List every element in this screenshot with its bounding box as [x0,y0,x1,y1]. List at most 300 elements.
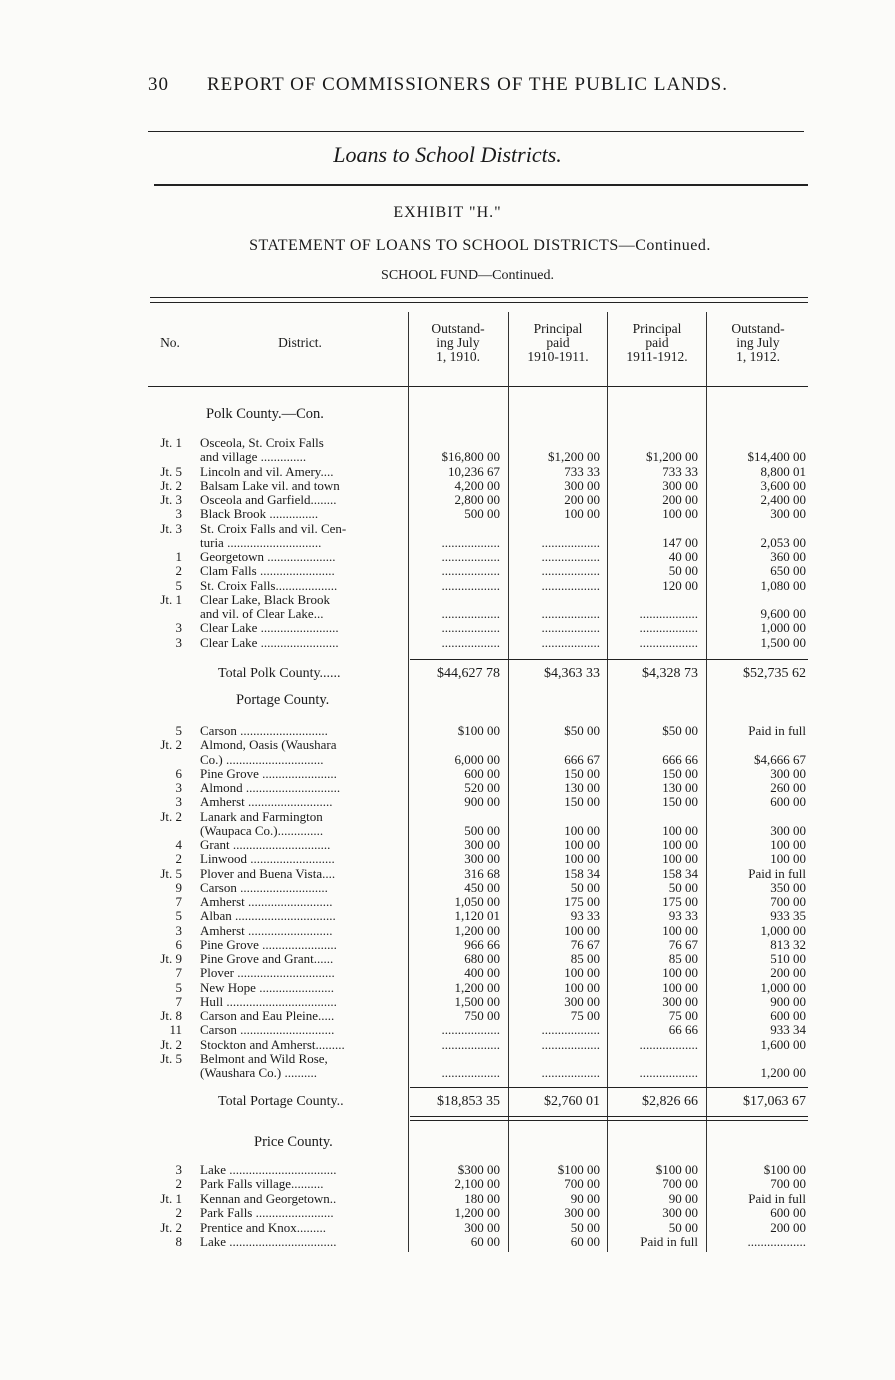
running-title: REPORT OF COMMISSIONERS OF THE PUBLIC LANDS. [207,74,728,95]
paid-1911-1912: 175 00 [662,894,698,909]
district-name: Carson ........................... [200,724,328,738]
paid-1910-1911: 100 00 [564,506,600,522]
outstanding-1910: 6,000 00 [454,751,500,767]
table-row [0,938,895,952]
paid-1910-1911: 300 00 [564,993,600,1009]
paid-1910-1911: 76 67 [570,936,600,952]
district-number: Jt. 2 [160,477,182,493]
outstanding-1910: .................. [441,577,500,593]
paid-1911-1912: $1,200 00 [646,449,698,465]
paid-1910-1911: 200 00 [564,492,600,507]
table-row [0,436,895,450]
outstanding-1910: 180 00 [464,1190,500,1206]
table-row [0,507,895,521]
outstanding-1910: 750 00 [464,1008,500,1023]
table-row [0,479,895,493]
table-row [0,838,895,852]
table-row [0,824,895,838]
total-label: Total Portage County.. [218,1095,344,1109]
paid-1911-1912: 147 00 [662,534,698,550]
district-name: Amherst .......................... [200,923,333,938]
paid-1911-1912: 150 00 [662,794,698,810]
paid-1911-1912: 666 66 [662,751,698,767]
district-number: Jt. 2 [160,737,182,753]
district-name: Osceola and Garfield........ [200,493,337,507]
district-name: Lanark and Farmington [200,809,323,824]
outstanding-1912: 1,080 00 [760,577,806,593]
outstanding-1912: 813 32 [770,936,806,952]
table-row [0,767,895,781]
table-row [0,981,895,995]
district-number: 5 [175,908,182,924]
district-name: Amherst .......................... [200,795,333,810]
district-name: and vil. of Clear Lake... [200,607,324,621]
total-value: $2,760 01 [544,1094,600,1109]
running-head [148,74,728,96]
paid-1911-1912: 76 67 [668,936,698,952]
outstanding-1910: $100 00 [457,723,500,738]
outstanding-1910: 1,500 00 [454,993,500,1009]
paid-1911-1912: 700 00 [662,1176,698,1192]
outstanding-1910: $16,800 00 [441,449,500,465]
table-top-rule-2 [150,302,808,303]
district-name: New Hope ....................... [200,980,334,995]
district-number: Jt. 8 [160,1008,182,1023]
outstanding-1910: 10,236 67 [448,463,500,479]
county-heading-polk: Polk County.—Con. [206,406,324,422]
table-top-rule [150,297,808,298]
district-number: 2 [175,1205,182,1221]
paid-1911-1912: .................. [639,606,698,621]
outstanding-1912: 933 35 [770,908,806,924]
statement-title: STATEMENT OF LOANS TO SCHOOL DISTRICTS—Continued. [249,237,711,254]
table-row [0,781,895,795]
paid-1911-1912: 100 00 [662,822,698,838]
paid-1910-1911: .................. [541,634,600,650]
paid-1910-1911: $1,200 00 [548,449,600,465]
table-row [0,593,895,607]
district-number: Jt. 1 [160,591,182,607]
table-row [0,536,895,550]
district-name: Linwood .......................... [200,852,335,867]
paid-1910-1911: .................. [541,563,600,579]
table-row [0,465,895,479]
table-row [0,1192,895,1206]
paid-1911-1912: .................. [639,1036,698,1052]
paid-1910-1911: $100 00 [557,1162,600,1177]
table-row [0,522,895,536]
district-name: and village .............. [200,450,307,465]
outstanding-1910: 1,120 01 [454,908,500,924]
district-number: 2 [175,563,182,579]
paid-1910-1911: 50 00 [570,879,600,895]
table-row [0,493,895,507]
district-number: 5 [175,979,182,995]
district-number: Jt. 3 [160,520,182,536]
district-number: Jt. 3 [160,492,182,507]
outstanding-1910: 300 00 [464,851,500,867]
district-name: Osceola, St. Croix Falls [200,436,324,450]
outstanding-1912: 600 00 [770,1205,806,1221]
paid-1911-1912: 158 34 [662,865,698,881]
table-row [0,952,895,966]
table-row [0,1206,895,1220]
outstanding-1910: $300 00 [457,1162,500,1177]
table-row [0,1163,895,1177]
paid-1910-1911: $50 00 [564,723,600,738]
district-name: Amherst .......................... [200,895,333,909]
paid-1910-1911: 100 00 [564,822,600,838]
district-number: 3 [175,794,182,810]
district-number: Jt. 5 [160,463,182,479]
outstanding-1910: 500 00 [464,506,500,522]
district-name: Clear Lake ........................ [200,621,339,636]
district-number: 3 [175,780,182,795]
paid-1911-1912: .................. [639,1065,698,1080]
district-name: Carson and Eau Pleine..... [200,1009,335,1023]
outstanding-1912: 260 00 [770,780,806,795]
table-row [0,550,895,564]
outstanding-1912: 600 00 [770,794,806,810]
outstanding-1912: 300 00 [770,822,806,838]
table-row [0,1066,895,1080]
outstanding-1910: 4,200 00 [454,477,500,493]
table-row [0,753,895,767]
outstanding-1912: 700 00 [770,894,806,909]
outstanding-1910: 680 00 [464,951,500,966]
outstanding-1910: 2,800 00 [454,492,500,507]
paid-1910-1911: .................. [541,1022,600,1038]
outstanding-1912: 360 00 [770,549,806,564]
district-name: Pine Grove ....................... [200,937,337,952]
outstanding-1910: 1,200 00 [454,922,500,938]
paid-1911-1912: 120 00 [662,577,698,593]
outstanding-1912: 700 00 [770,1176,806,1192]
district-name: Clear Lake, Black Brook [200,592,330,607]
district-name: Almond, Oasis (Waushara [200,738,337,753]
district-name: (Waupaca Co.).............. [200,823,324,838]
total-value: $4,328 73 [642,666,698,681]
total-label: Total Polk County...... [218,667,341,681]
paid-1910-1911: 130 00 [564,780,600,795]
table-row [0,852,895,866]
district-number: 8 [175,1234,182,1249]
outstanding-1910: .................. [441,549,500,564]
total-value: $52,735 62 [743,666,806,681]
district-number: 3 [175,506,182,522]
outstanding-1912: 300 00 [770,506,806,522]
table-row [0,1052,895,1066]
paid-1910-1911: .................. [541,577,600,593]
total-value: $17,063 67 [743,1094,806,1109]
outstanding-1912: Paid in full [748,1190,806,1206]
outstanding-1910: 600 00 [464,765,500,781]
total-double-rule [410,1120,808,1121]
page-number: 30 [148,74,169,95]
paid-1911-1912: 150 00 [662,765,698,781]
district-number: Jt. 1 [160,435,182,450]
outstanding-1910: .................. [441,534,500,550]
district-name: Almond ............................. [200,781,341,795]
col-header-no: No. [160,335,180,350]
district-number: 6 [175,765,182,781]
table-row [0,564,895,578]
paid-1910-1911: 93 33 [570,908,600,924]
paid-1910-1911: 666 67 [564,751,600,767]
paid-1911-1912: 100 00 [662,506,698,522]
district-number: 5 [175,723,182,738]
district-name: Carson ............................. [200,1023,335,1038]
outstanding-1910: .................. [441,1022,500,1038]
outstanding-1910: 500 00 [464,822,500,838]
district-name: St. Croix Falls................... [200,578,338,593]
paid-1910-1911: 60 00 [570,1234,600,1249]
outstanding-1912: 1,000 00 [760,979,806,995]
district-number: 3 [175,620,182,636]
outstanding-1912: 510 00 [770,951,806,966]
district-number: 3 [175,634,182,650]
district-name: (Waushara Co.) .......... [200,1066,318,1080]
outstanding-1910: 316 68 [464,865,500,881]
outstanding-1910: .................. [441,606,500,621]
district-number: 6 [175,936,182,952]
table-row [0,895,895,909]
district-name: Lincoln and vil. Amery.... [200,464,334,479]
outstanding-1912: 100 00 [770,837,806,852]
district-number: 9 [175,879,182,895]
total-value: $4,363 33 [544,666,600,681]
subtotal-rule [410,659,808,660]
district-name: Alban ............................... [200,909,336,924]
paid-1910-1911: 100 00 [564,965,600,981]
exhibit-title: EXHIBIT "H." [393,204,502,221]
outstanding-1912: 200 00 [770,1219,806,1235]
paid-1910-1911: .................. [541,549,600,564]
paid-1910-1911: 90 00 [570,1190,600,1206]
outstanding-1912: 100 00 [770,851,806,867]
paid-1911-1912: 733 33 [662,463,698,479]
outstanding-1910: 60 00 [470,1234,500,1249]
outstanding-1912: 2,400 00 [760,492,806,507]
district-number: 5 [175,577,182,593]
paid-1911-1912: .................. [639,634,698,650]
paid-1911-1912: 66 66 [668,1022,698,1038]
district-number: 2 [175,1176,182,1192]
outstanding-1912: $14,400 00 [747,449,806,465]
district-name: Carson ........................... [200,880,328,895]
district-name: Co.) .............................. [200,752,324,767]
paid-1910-1911: 100 00 [564,837,600,852]
outstanding-1910: .................. [441,1065,500,1080]
section-rule [154,184,808,186]
district-name: Pine Grove and Grant...... [200,952,334,966]
district-name: Grant .............................. [200,838,331,852]
table-row [0,909,895,923]
paid-1910-1911: .................. [541,1065,600,1080]
district-number: Jt. 2 [160,1219,182,1235]
district-name: Lake ................................. [200,1235,337,1249]
paid-1910-1911: 150 00 [564,794,600,810]
paid-1910-1911: 85 00 [570,951,600,966]
paid-1911-1912: $50 00 [662,723,698,738]
table-row [0,1177,895,1191]
district-number: Jt. 9 [160,951,182,966]
district-number: 7 [175,894,182,909]
district-number: 11 [169,1022,182,1038]
paid-1911-1912: 100 00 [662,837,698,852]
paid-1910-1911: .................. [541,534,600,550]
outstanding-1912: 200 00 [770,965,806,981]
total-row-polk [0,667,895,681]
outstanding-1912: 933 34 [770,1022,806,1038]
district-name: Lake ................................. [200,1163,337,1177]
table-row [0,924,895,938]
paid-1911-1912: 40 00 [668,549,698,564]
paid-1910-1911: 733 33 [564,463,600,479]
paid-1911-1912: 100 00 [662,965,698,981]
district-number: 3 [175,922,182,938]
district-name: Stockton and Amherst......... [200,1037,345,1052]
outstanding-1910: 520 00 [464,780,500,795]
paid-1911-1912: 300 00 [662,993,698,1009]
district-number: Jt. 1 [160,1190,182,1206]
district-number: Jt. 5 [160,1050,182,1066]
district-number: 7 [175,965,182,981]
paid-1911-1912: .................. [639,620,698,636]
paid-1911-1912: 130 00 [662,780,698,795]
outstanding-1912: 350 00 [770,879,806,895]
outstanding-1912: $4,666 67 [754,751,806,767]
outstanding-1910: 400 00 [464,965,500,981]
district-name: Georgetown ..................... [200,550,336,564]
outstanding-1912: 900 00 [770,993,806,1009]
col-header-outstanding-1912: Outstand- ing July 1, 1912. [731,321,785,364]
outstanding-1910: 966 66 [464,936,500,952]
table-row [0,1235,895,1249]
district-name: Kennan and Georgetown.. [200,1191,337,1206]
district-name: Black Brook ............... [200,507,319,522]
paid-1910-1911: 100 00 [564,851,600,867]
paid-1910-1911: 300 00 [564,1205,600,1221]
outstanding-1912: 1,200 00 [760,1065,806,1080]
table-row [0,738,895,752]
district-name: Hull .................................. [200,994,337,1009]
paid-1910-1911: 150 00 [564,765,600,781]
paid-1910-1911: 158 34 [564,865,600,881]
district-name: Park Falls village.......... [200,1177,324,1192]
paid-1911-1912: 100 00 [662,922,698,938]
total-double-rule [410,1116,808,1117]
col-header-paid-1910-1911: Principal paid 1910-1911. [527,321,589,364]
col-header-outstanding-1910: Outstand- ing July 1, 1910. [431,321,485,364]
outstanding-1910: 300 00 [464,837,500,852]
outstanding-1912: 600 00 [770,1008,806,1023]
fund-title: SCHOOL FUND—Continued. [381,268,554,283]
paid-1911-1912: 50 00 [668,879,698,895]
district-number: Jt. 2 [160,1036,182,1052]
table-row [0,636,895,650]
district-number: 3 [175,1162,182,1177]
outstanding-1910: 1,200 00 [454,1205,500,1221]
paid-1910-1911: .................. [541,606,600,621]
district-number: 4 [175,837,182,852]
total-value: $18,853 35 [437,1094,500,1109]
district-name: Clear Lake ........................ [200,635,339,650]
table-row [0,607,895,621]
paid-1910-1911: 100 00 [564,922,600,938]
outstanding-1912: Paid in full [748,865,806,881]
outstanding-1912: 650 00 [770,563,806,579]
table-row [0,724,895,738]
outstanding-1910: 300 00 [464,1219,500,1235]
paid-1911-1912: 85 00 [668,951,698,966]
outstanding-1910: 900 00 [464,794,500,810]
paid-1911-1912: 90 00 [668,1190,698,1206]
district-number: Jt. 5 [160,865,182,881]
outstanding-1912: 8,800 01 [760,463,806,479]
header-bottom-rule [148,386,808,387]
outstanding-1910: .................. [441,634,500,650]
table-row [0,1023,895,1037]
table-row [0,1221,895,1235]
paid-1911-1912: Paid in full [640,1234,698,1249]
total-value: $44,627 78 [437,666,500,681]
paid-1910-1911: .................. [541,1036,600,1052]
district-name: Plover and Buena Vista.... [200,866,336,881]
outstanding-1910: 1,200 00 [454,979,500,995]
county-heading-price: Price County. [254,1134,333,1150]
paid-1911-1912: 50 00 [668,563,698,579]
outstanding-1912: 2,053 00 [760,534,806,550]
outstanding-1912: 300 00 [770,765,806,781]
paid-1910-1911: 300 00 [564,477,600,493]
district-name: Balsam Lake vil. and town [200,478,340,493]
outstanding-1910: .................. [441,1036,500,1052]
outstanding-1912: Paid in full [748,723,806,738]
table-row [0,579,895,593]
table-row [0,810,895,824]
district-name: Park Falls ........................ [200,1206,334,1221]
county-heading-portage: Portage County. [236,692,330,708]
outstanding-1912: $100 00 [763,1162,806,1177]
district-name: Plover .............................. [200,966,335,981]
section-title: Loans to School Districts. [333,142,562,167]
table-row [0,966,895,980]
table-row [0,795,895,809]
paid-1911-1912: 50 00 [668,1219,698,1235]
table-row [0,881,895,895]
table-row [0,867,895,881]
outstanding-1910: .................. [441,620,500,636]
top-rule [148,131,804,132]
table-row [0,995,895,1009]
paid-1911-1912: 300 00 [662,1205,698,1221]
outstanding-1912: 3,600 00 [760,477,806,493]
district-number: Jt. 2 [160,808,182,824]
outstanding-1910: 2,100 00 [454,1176,500,1192]
outstanding-1912: 9,600 00 [760,606,806,621]
district-number: 2 [175,851,182,867]
outstanding-1910: 450 00 [464,879,500,895]
outstanding-1912: .................. [747,1234,806,1249]
outstanding-1910: 1,050 00 [454,894,500,909]
paid-1911-1912: 100 00 [662,979,698,995]
paid-1910-1911: 100 00 [564,979,600,995]
outstanding-1910: .................. [441,563,500,579]
paid-1910-1911: 75 00 [570,1008,600,1023]
paid-1911-1912: $100 00 [655,1162,698,1177]
total-value: $2,826 66 [642,1094,698,1109]
